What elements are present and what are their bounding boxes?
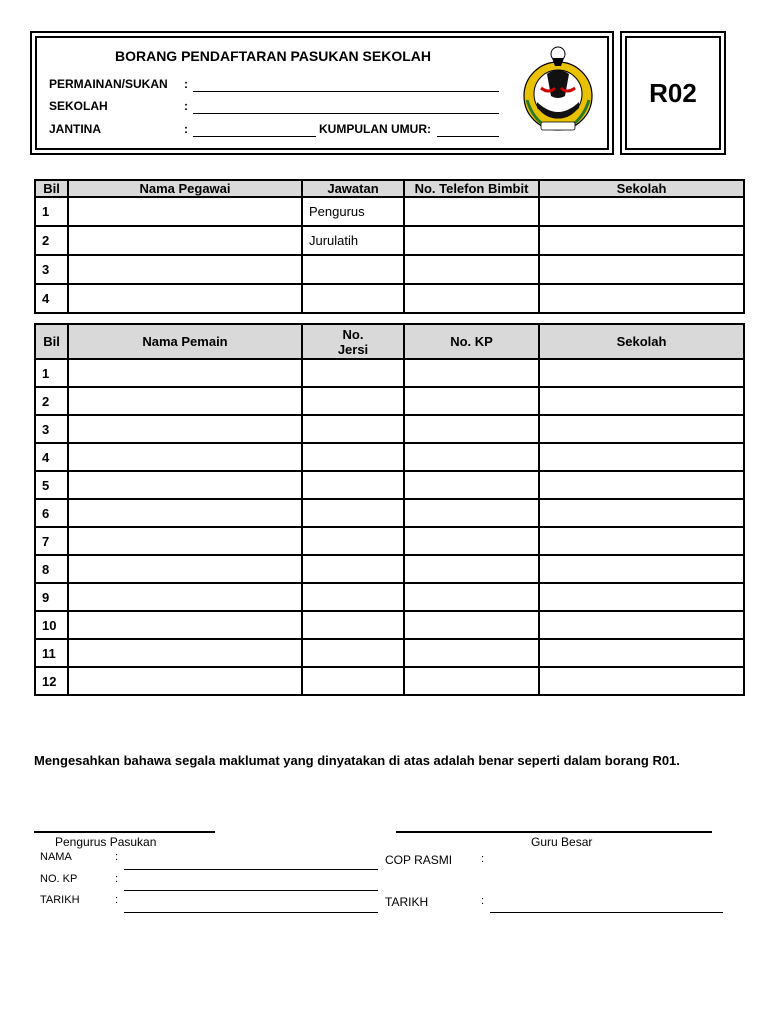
row-number: 1 [35, 359, 68, 387]
no-jersi-cell[interactable] [302, 387, 404, 415]
no-jersi-cell[interactable] [302, 555, 404, 583]
sekolah-cell[interactable] [539, 255, 744, 284]
no-jersi-cell[interactable] [302, 443, 404, 471]
header-jawatan: Jawatan [302, 180, 404, 197]
nama-pemain-cell[interactable] [68, 527, 302, 555]
row-number: 2 [35, 387, 68, 415]
row-number: 8 [35, 555, 68, 583]
no-jersi-cell[interactable] [302, 639, 404, 667]
nama-pemain-cell[interactable] [68, 415, 302, 443]
row-number: 10 [35, 611, 68, 639]
table-row [35, 197, 744, 226]
label-permainan: PERMAINAN/SUKAN [49, 77, 168, 91]
form-title: BORANG PENDAFTARAN PASUKAN SEKOLAH [114, 48, 432, 64]
no-jersi-cell[interactable] [302, 667, 404, 695]
nama-pegawai-cell[interactable] [68, 197, 302, 226]
no-kp-cell[interactable] [404, 527, 539, 555]
sekolah-cell[interactable] [539, 527, 744, 555]
table-row [35, 555, 744, 583]
table-row [35, 359, 744, 387]
no-kp-cell[interactable] [404, 443, 539, 471]
nama-pemain-cell[interactable] [68, 583, 302, 611]
sekolah-cell[interactable] [539, 415, 744, 443]
sekolah-cell[interactable] [539, 611, 744, 639]
header-sekolah: Sekolah [539, 324, 744, 359]
form-header-inner [35, 36, 609, 150]
no-jersi-cell[interactable] [302, 499, 404, 527]
no-kp-cell[interactable] [404, 639, 539, 667]
nama-pegawai-cell[interactable] [68, 284, 302, 313]
no-kp-cell[interactable] [404, 667, 539, 695]
permainan-field[interactable] [193, 91, 499, 92]
header-no-telefon: No. Telefon Bimbit [404, 180, 539, 197]
no-kp-cell[interactable] [404, 611, 539, 639]
row-number: 1 [35, 197, 68, 226]
table-row [35, 443, 744, 471]
label-jantina: JANTINA [49, 122, 102, 136]
guru-besar-signature-line[interactable] [396, 831, 712, 833]
label-kumpulan-umur: KUMPULAN UMUR: [319, 122, 431, 136]
header-bil: Bil [35, 324, 68, 359]
telefon-cell[interactable] [404, 284, 539, 313]
table-row [35, 284, 744, 313]
pengurus-pasukan-label: Pengurus Pasukan [55, 835, 157, 849]
tarikh-label: TARIKH [40, 894, 80, 906]
jantina-field[interactable] [193, 136, 316, 137]
row-number: 5 [35, 471, 68, 499]
sekolah-cell[interactable] [539, 284, 744, 313]
sekolah-field[interactable] [193, 113, 499, 114]
jawatan-cell: Jurulatih [302, 226, 404, 255]
sekolah-cell[interactable] [539, 499, 744, 527]
telefon-cell[interactable] [404, 197, 539, 226]
jawatan-cell: Pengurus [302, 197, 404, 226]
no-kp-cell[interactable] [404, 415, 539, 443]
officials-header-row [35, 180, 744, 197]
table-row [35, 639, 744, 667]
header-sekolah: Sekolah [539, 180, 744, 197]
label-sekolah: SEKOLAH [49, 99, 108, 113]
table-row [35, 499, 744, 527]
table-row [35, 527, 744, 555]
row-number: 11 [35, 639, 68, 667]
nama-pemain-cell[interactable] [68, 639, 302, 667]
no-kp-cell[interactable] [404, 583, 539, 611]
nama-pegawai-cell[interactable] [68, 226, 302, 255]
sekolah-cell[interactable] [539, 197, 744, 226]
nama-pemain-cell[interactable] [68, 387, 302, 415]
no-kp-cell[interactable] [404, 499, 539, 527]
table-row [35, 415, 744, 443]
no-kp-cell[interactable] [404, 471, 539, 499]
jawatan-cell[interactable] [302, 284, 404, 313]
no-jersi-cell[interactable] [302, 611, 404, 639]
nama-label: NAMA [40, 851, 72, 863]
header-nama-pegawai: Nama Pegawai [68, 180, 302, 197]
row-number: 4 [35, 284, 68, 313]
form-code: R02 [625, 36, 721, 150]
sekolah-cell[interactable] [539, 226, 744, 255]
nama-colon: : [115, 851, 119, 863]
guru-besar-label: Guru Besar [531, 835, 593, 849]
no-kp-colon: : [115, 873, 119, 885]
table-row [35, 667, 744, 695]
row-number: 4 [35, 443, 68, 471]
no-jersi-cell[interactable] [302, 583, 404, 611]
table-row [35, 255, 744, 284]
nama-pemain-cell[interactable] [68, 471, 302, 499]
colon-permainan: : [184, 77, 188, 91]
jawatan-cell[interactable] [302, 255, 404, 284]
row-number: 3 [35, 255, 68, 284]
table-row [35, 387, 744, 415]
no-kp-cell[interactable] [404, 555, 539, 583]
form-header-box [30, 31, 614, 155]
kumpulan-umur-field[interactable] [437, 136, 499, 137]
nama-pemain-cell[interactable] [68, 611, 302, 639]
sekolah-cell[interactable] [539, 583, 744, 611]
table-row [35, 583, 744, 611]
sekolah-cell[interactable] [539, 359, 744, 387]
header-no-jersi [302, 324, 404, 359]
sekolah-cell[interactable] [539, 667, 744, 695]
state-crest-icon [519, 44, 597, 136]
no-jersi-cell[interactable] [302, 359, 404, 387]
no-kp-field[interactable] [124, 890, 378, 891]
header-jersi: Jersi [337, 341, 369, 357]
cop-rasmi-colon: : [481, 853, 485, 865]
sekolah-cell[interactable] [539, 387, 744, 415]
no-jersi-cell[interactable] [302, 471, 404, 499]
nama-pemain-cell[interactable] [68, 667, 302, 695]
no-jersi-cell[interactable] [302, 415, 404, 443]
telefon-cell[interactable] [404, 226, 539, 255]
form-code-box [620, 31, 726, 155]
tarikh-right-colon: : [481, 895, 485, 907]
sekolah-cell[interactable] [539, 443, 744, 471]
colon-jantina: : [184, 122, 188, 136]
no-jersi-cell[interactable] [302, 527, 404, 555]
sekolah-cell[interactable] [539, 471, 744, 499]
nama-pemain-cell[interactable] [68, 443, 302, 471]
table-row [35, 471, 744, 499]
row-number: 12 [35, 667, 68, 695]
table-row [35, 611, 744, 639]
tarikh-field[interactable] [124, 912, 378, 913]
confirmation-statement: Mengesahkan bahawa segala maklumat yang dinyatakan di atas adalah benar seperti dalam borang R01. [34, 753, 680, 768]
row-number: 7 [35, 527, 68, 555]
table-row [35, 226, 744, 255]
header-bil: Bil [35, 180, 68, 197]
row-number: 3 [35, 415, 68, 443]
sekolah-cell[interactable] [539, 639, 744, 667]
telefon-cell[interactable] [404, 255, 539, 284]
tarikh-right-label: TARIKH [385, 895, 429, 909]
cop-rasmi-label: COP RASMI [385, 853, 453, 867]
sekolah-cell[interactable] [539, 555, 744, 583]
row-number: 2 [35, 226, 68, 255]
nama-pemain-cell[interactable] [68, 499, 302, 527]
row-number: 6 [35, 499, 68, 527]
no-kp-cell[interactable] [404, 359, 539, 387]
no-kp-label: NO. KP [40, 873, 78, 885]
officials-table [34, 179, 745, 314]
header-no: No. [342, 326, 364, 342]
nama-field[interactable] [124, 869, 378, 870]
no-kp-cell[interactable] [404, 387, 539, 415]
nama-pegawai-cell[interactable] [68, 255, 302, 284]
colon-sekolah: : [184, 99, 188, 113]
header-nama-pemain: Nama Pemain [68, 324, 302, 359]
tarikh-colon: : [115, 894, 119, 906]
tarikh-right-field[interactable] [490, 912, 723, 913]
nama-pemain-cell[interactable] [68, 359, 302, 387]
row-number: 9 [35, 583, 68, 611]
players-header-row [35, 324, 744, 359]
pengurus-signature-line[interactable] [34, 831, 215, 833]
players-table [34, 323, 745, 696]
header-no-kp: No. KP [404, 324, 539, 359]
nama-pemain-cell[interactable] [68, 555, 302, 583]
